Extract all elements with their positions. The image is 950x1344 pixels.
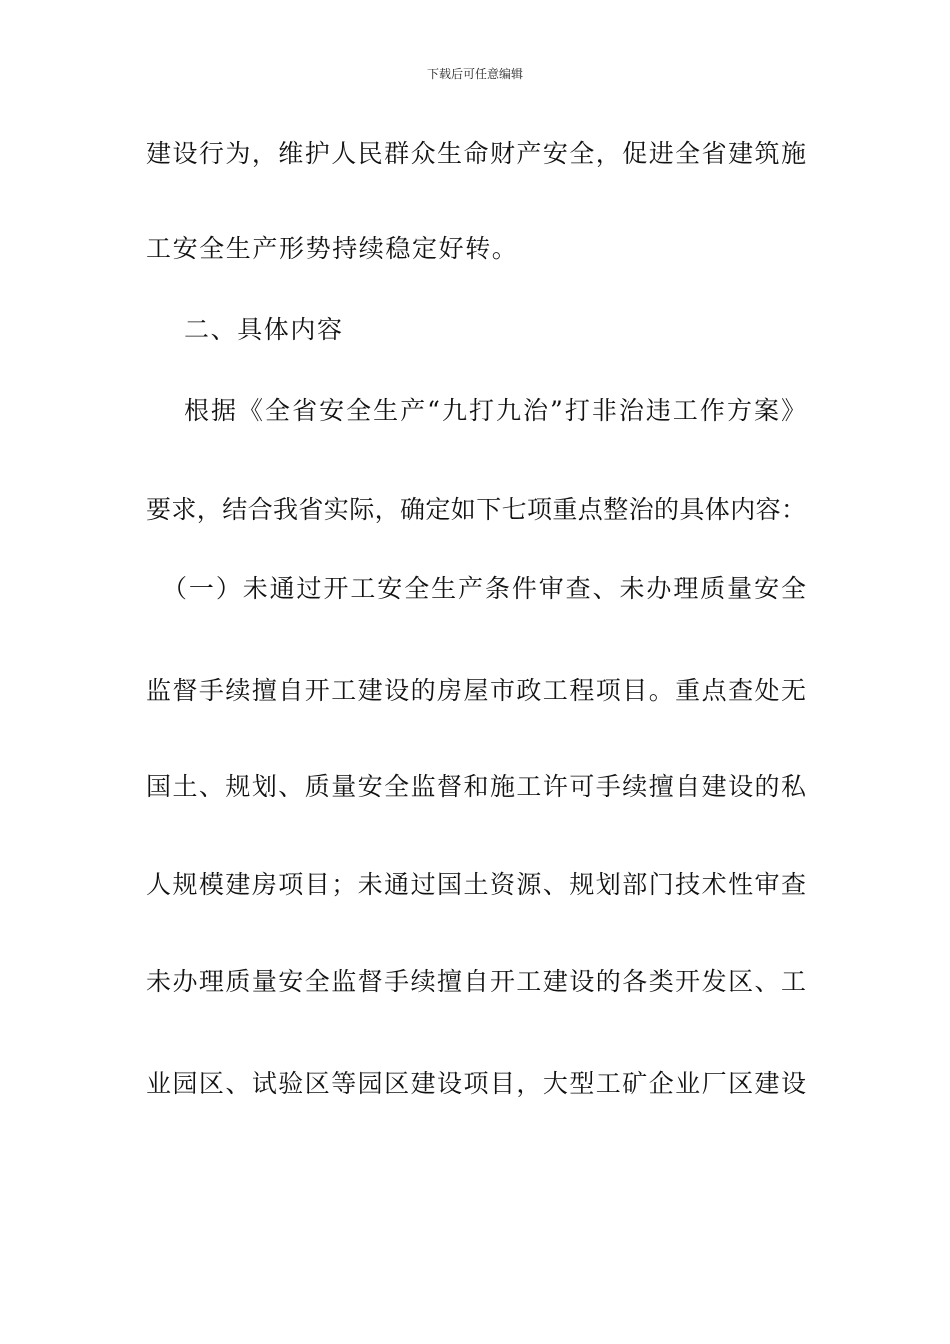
- paragraph-line-9: 人规模建房项目；未通过国土资源、规划部门技术性审查: [146, 870, 806, 899]
- paragraph-line-4: 根据《全省安全生产“九打九治”打非治违工作方案》: [184, 396, 806, 425]
- paragraph-line-6: （一）未通过开工安全生产条件审查、未办理质量安全: [162, 574, 806, 603]
- paragraph-line-1: 建设行为，维护人民群众生命财产安全，促进全省建筑施: [146, 139, 806, 168]
- paragraph-line-2: 工安全生产形势持续稳定好转。: [146, 234, 519, 263]
- paragraph-line-10: 未办理质量安全监督手续擅自开工建设的各类开发区、工: [146, 967, 806, 996]
- paragraph-line-8: 国土、规划、质量安全监督和施工许可手续擅自建设的私: [146, 772, 806, 801]
- section-heading: 二、具体内容: [184, 315, 344, 344]
- page-header: 下载后可任意编辑: [426, 67, 523, 81]
- paragraph-line-11: 业园区、试验区等园区建设项目，大型工矿企业厂区建设: [146, 1069, 806, 1098]
- paragraph-line-7: 监督手续擅自开工建设的房屋市政工程项目。重点查处无: [146, 676, 806, 705]
- paragraph-line-5: 要求，结合我省实际，确定如下七项重点整治的具体内容：: [146, 495, 806, 524]
